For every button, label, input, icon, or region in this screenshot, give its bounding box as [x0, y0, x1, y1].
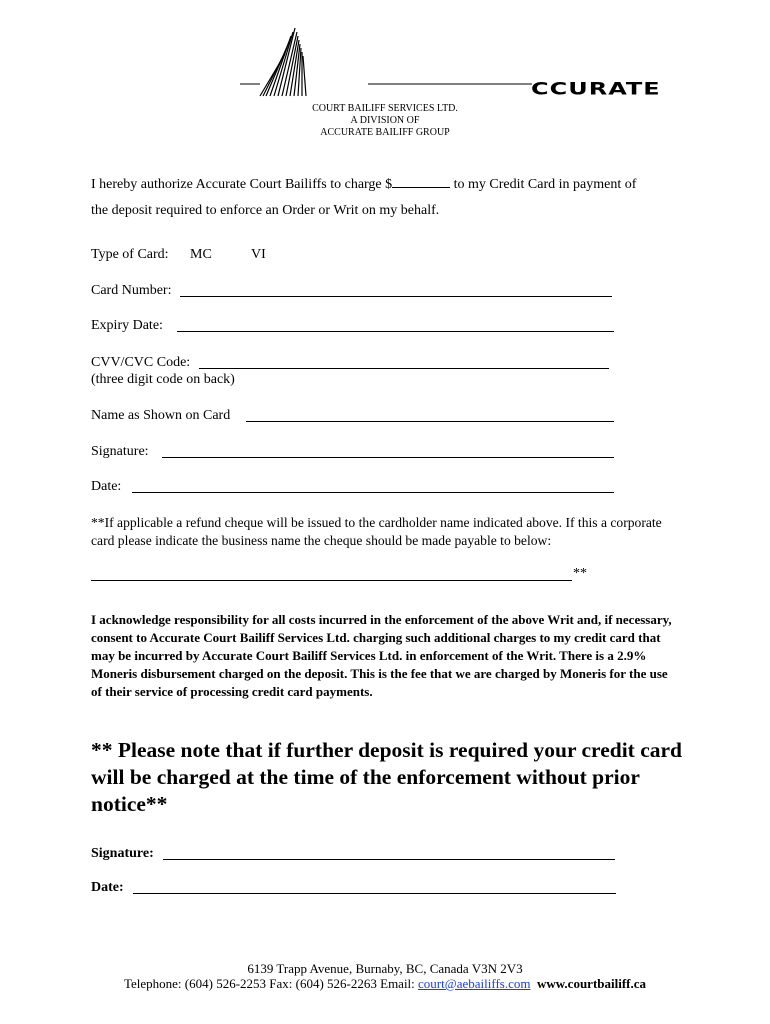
footer-address: 6139 Trapp Avenue, Burnaby, BC, Canada V3N 2V3 — [247, 961, 523, 976]
card-type-vi[interactable]: VI — [251, 247, 266, 262]
cardholder-name-label: Name as Shown on Card — [91, 408, 231, 423]
group-name: ACCURATE BAILIFF GROUP — [320, 127, 450, 138]
footer-contact — [0, 976, 770, 992]
footer-phone-fax: Telephone: (604) 526-2253 Fax: (604) 526-2263 Email: — [123, 976, 419, 991]
card-type-label: Type of Card: — [91, 247, 169, 262]
card-type-mc[interactable]: MC — [190, 247, 212, 262]
cvv-field[interactable] — [199, 368, 609, 369]
final-date-field[interactable] — [133, 893, 616, 894]
notice-text: ** Please note that if further deposit is required your credit card will be charged at the time of the enforcement without prior notice** — [91, 738, 682, 816]
footer-email-link[interactable]: court@aebailiffs.com — [418, 976, 531, 991]
business-name-suffix: ** — [573, 566, 587, 581]
final-date-label: Date: — [91, 880, 124, 895]
card-number-label: Card Number: — [91, 283, 172, 298]
date-field[interactable] — [132, 492, 614, 493]
company-name: COURT BAILIFF SERVICES LTD. — [312, 103, 458, 114]
authorization-prefix: I hereby authorize Accurate Court Bailiffs to charge $ — [91, 177, 393, 192]
acknowledgement-text: I acknowledge responsibility for all costs incurred in the enforcement of the above Writ and, if necessary, consent to Accurate Court Bailiff Services Ltd. charging such additional charges to my credit card that may be incurred by Accurate Court Bailiff Services Ltd. in enforcement of the Writ. There is a 2.9% Moneris disbursement charged on the deposit. This is the fee that we are charged by Moneris for the use of their service of processing credit card payments. — [91, 612, 672, 699]
business-name-field[interactable] — [91, 580, 572, 581]
final-signature-label: Signature: — [91, 846, 154, 861]
division-label: A DIVISION OF — [350, 115, 420, 126]
cvv-label: CVV/CVC Code: — [91, 355, 191, 370]
amount-blank[interactable] — [392, 175, 450, 188]
expiry-field[interactable] — [177, 331, 614, 332]
expiry-label: Expiry Date: — [91, 318, 163, 333]
company-logo — [238, 22, 661, 104]
authorization-line-2: the deposit required to enforce an Order or Writ on my behalf. — [91, 203, 440, 218]
cardholder-name-field[interactable] — [246, 421, 614, 422]
authorization-suffix: to my Credit Card in payment of — [450, 177, 637, 192]
authorization-line-1 — [91, 175, 636, 193]
date-label: Date: — [91, 479, 122, 494]
triangle-logo-icon — [238, 22, 538, 104]
refund-note: **If applicable a refund cheque will be issued to the cardholder name indicated above. If this a corporate card please indicate the business name the cheque should be made payable to below: — [91, 515, 662, 548]
logo-wordmark: CCURATE — [531, 78, 661, 99]
footer-website[interactable]: www.courtbailiff.ca — [536, 976, 647, 991]
final-signature-field[interactable] — [163, 859, 615, 860]
cvv-hint: (three digit code on back) — [91, 372, 235, 387]
signature-label: Signature: — [91, 444, 149, 459]
signature-field[interactable] — [162, 457, 614, 458]
card-number-field[interactable] — [180, 296, 612, 297]
